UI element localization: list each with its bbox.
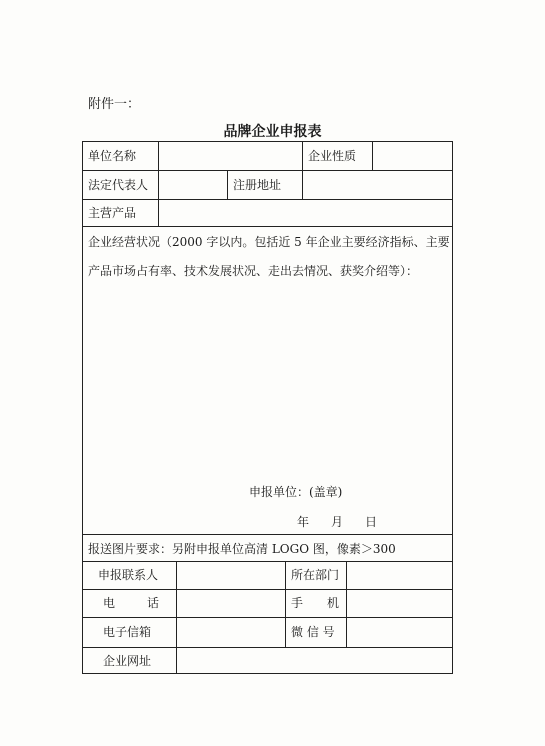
legal-rep-label: 法定代表人 xyxy=(88,178,149,192)
phone-label-part: 话 xyxy=(146,596,159,610)
row-divider xyxy=(83,589,452,590)
col-divider xyxy=(372,142,373,170)
email-label: 电子信箱 xyxy=(103,625,152,639)
date-year: 年 xyxy=(297,515,310,529)
mobile-label-part: 手 xyxy=(291,596,304,610)
form-title: 品牌企业申报表 xyxy=(223,124,322,140)
col-divider xyxy=(346,561,347,647)
enterprise-nature-label: 企业性质 xyxy=(308,149,357,163)
row-divider xyxy=(83,561,452,562)
mobile-label-part: 机 xyxy=(326,596,339,610)
col-divider xyxy=(302,142,303,170)
contact-person-label: 申报联系人 xyxy=(98,568,159,582)
mobile-label xyxy=(291,595,339,611)
date-line xyxy=(297,513,377,530)
row-divider xyxy=(83,170,452,171)
row-divider xyxy=(83,226,452,227)
main-products-label: 主营产品 xyxy=(88,206,137,220)
col-divider xyxy=(227,170,228,199)
date-month: 月 xyxy=(331,515,344,529)
image-requirement: 报送图片要求：另附申报单位高清 LOGO 图，像素＞300 xyxy=(88,542,396,556)
phone-label-part: 电 xyxy=(103,596,116,610)
row-divider xyxy=(83,617,452,618)
row-divider xyxy=(83,534,452,535)
col-divider xyxy=(158,142,159,226)
application-form-table xyxy=(82,141,453,674)
col-divider xyxy=(302,170,303,199)
operation-status-text: 企业经营状况（2000 字以内。包括近 5 年企业主要经济指标、主要产品市场占有率、技术发展状况、走出去情况、获奖介绍等）： xyxy=(88,235,450,278)
phone-label xyxy=(103,595,159,611)
attachment-label: 附件一： xyxy=(88,97,141,112)
date-day: 日 xyxy=(365,515,378,529)
col-divider xyxy=(285,561,286,647)
reg-address-label: 注册地址 xyxy=(233,178,282,192)
wechat-label: 微 信 号 xyxy=(291,625,335,639)
row-divider xyxy=(83,647,452,648)
stamp-label: 申报单位：(盖章) xyxy=(249,485,343,499)
website-label: 企业网址 xyxy=(103,654,152,668)
unit-name-label: 单位名称 xyxy=(88,149,137,163)
department-label: 所在部门 xyxy=(291,568,340,582)
col-divider xyxy=(176,561,177,673)
row-divider xyxy=(83,199,452,200)
